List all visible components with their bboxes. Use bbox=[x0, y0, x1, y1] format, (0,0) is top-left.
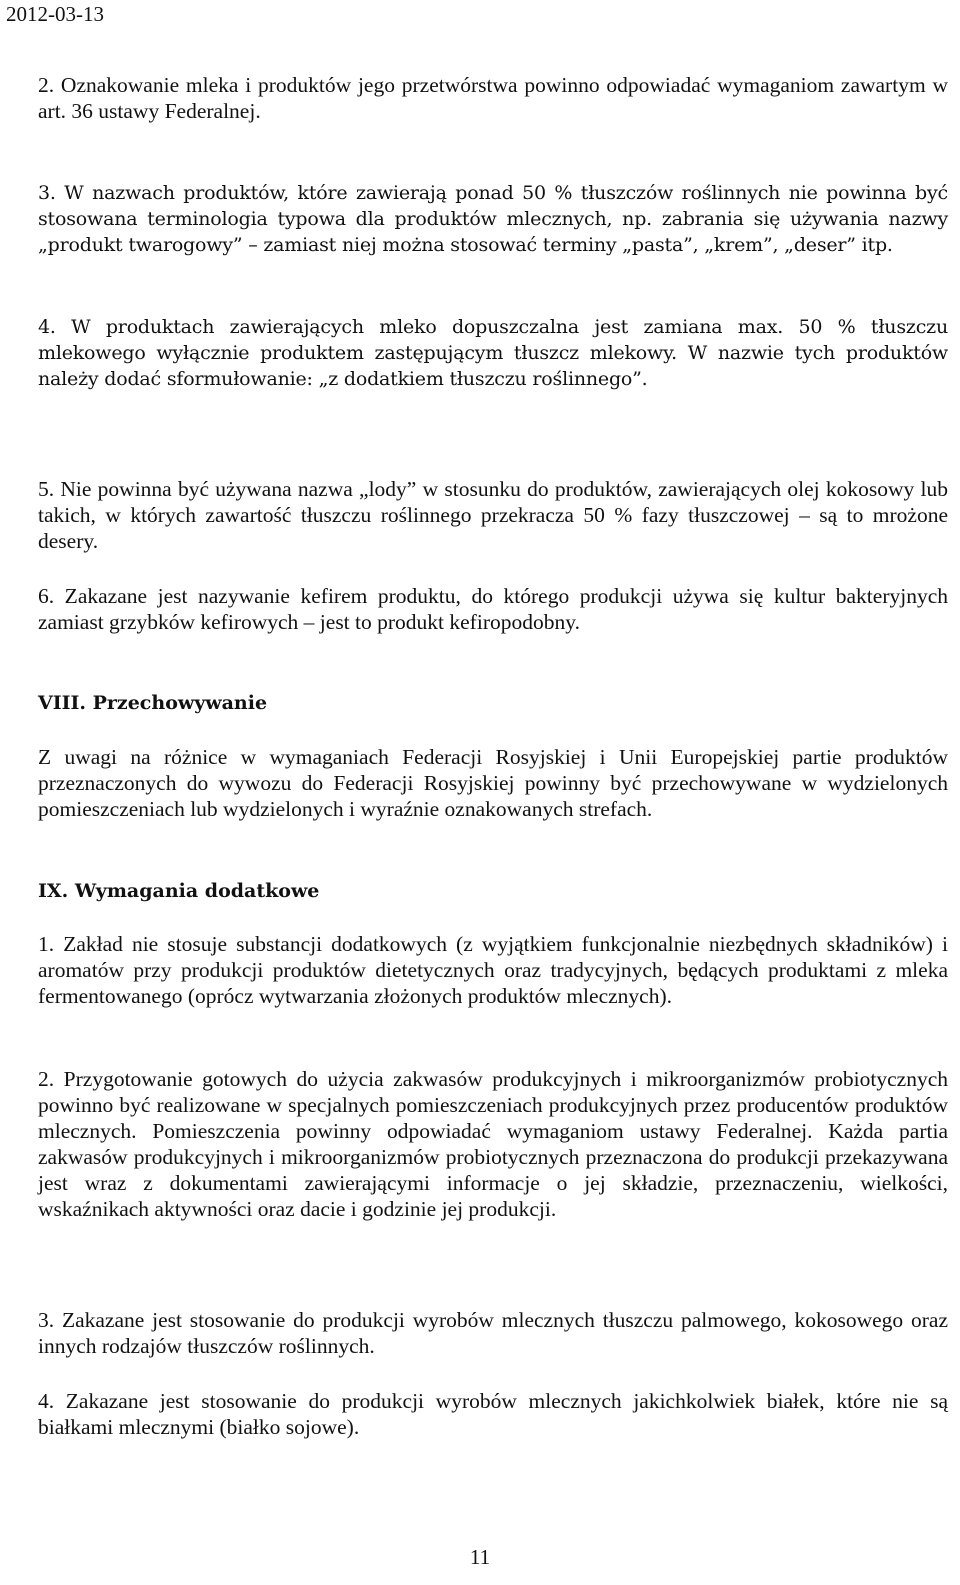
requirement-item-4: 4. Zakazane jest stosowanie do produkcji wyrobów mlecznych jakichkolwiek białek, które nie są białkami mlecznymi (białko sojowe). bbox=[38, 1389, 948, 1439]
paragraph-2: 2. Oznakowanie mleka i produktów jego przetwórstwa powinno odpowiadać wymaganiom zawartym w art. 36 ustawy Federalnej. bbox=[38, 73, 948, 123]
page-number: 11 bbox=[469, 1545, 491, 1569]
section-heading-storage: VIII. Przechowywanie bbox=[38, 692, 268, 714]
document-date: 2012-03-13 bbox=[6, 2, 104, 26]
paragraph-3: 3. W nazwach produktów, które zawierają ponad 50 % tłuszczów roślinnych nie powinna być stosowana terminologia typowa dla produktów mlecznych, np. zabrania się używania nazwy „produkt twarogowy” – zamiast niej można stosować terminy „pasta”, „krem”, „deser” itp. bbox=[38, 182, 948, 256]
requirement-item-3: 3. Zakazane jest stosowanie do produkcji wyrobów mlecznych tłuszczu palmowego, kokosowego oraz innych rodzajów tłuszczów roślinnych. bbox=[38, 1308, 948, 1358]
section-storage-text: Z uwagi na różnice w wymaganiach Federacji Rosyjskiej i Unii Europejskiej partie produktów przeznaczonych do wywozu do Federacji Rosyjskiej powinny być przechowywane w wydzielonych pomieszczeniach lub wydzielonych i wyraźnie oznakowanych strefach. bbox=[38, 745, 948, 821]
paragraph-6: 6. Zakazane jest nazywanie kefirem produktu, do którego produkcji używa się kultur bakteryjnych zamiast grzybków kefirowych – jest to produkt kefiropodobny. bbox=[38, 584, 948, 634]
paragraph-5: 5. Nie powinna być używana nazwa „lody” w stosunku do produktów, zawierających olej kokosowy lub takich, w których zawartość tłuszczu roślinnego przekracza 50 % fazy tłuszczowej – są to mrożone desery. bbox=[38, 477, 948, 553]
requirement-item-1: 1. Zakład nie stosuje substancji dodatkowych (z wyjątkiem funkcjonalnie niezbędnych składników) i aromatów przy produkcji produktów dietetycznych oraz tradycyjnych, będących produktami z mleka fermentowanego (oprócz wytwarzania złożonych produktów mlecznych). bbox=[38, 932, 948, 1008]
requirement-item-2: 2. Przygotowanie gotowych do użycia zakwasów produkcyjnych i mikroorganizmów probiotycznych powinno być realizowane w specjalnych pomieszczeniach produkcyjnych przez producentów produktów mlecznych. Pomieszczenia powinny odpowiadać wymaganiom ustawy Federalnej. Każda partia zakwasów produkcyjnych i mikroorganizmów probiotycznych przeznaczona do produkcji przekazywana jest wraz z dokumentami zawierającymi informacje o jej składzie, przeznaczeniu, wielkości, wskaźnikach aktywności oraz dacie i godzinie jej produkcji. bbox=[38, 1067, 948, 1221]
section-heading-additional-requirements: IX. Wymagania dodatkowe bbox=[38, 880, 320, 902]
paragraph-4: 4. W produktach zawierających mleko dopuszczalna jest zamiana max. 50 % tłuszczu mlekowego wyłącznie produktem zastępującym tłuszcz mlekowy. W nazwie tych produktów należy dodać sformułowanie: „z dodatkiem tłuszczu roślinnego”. bbox=[38, 316, 948, 390]
